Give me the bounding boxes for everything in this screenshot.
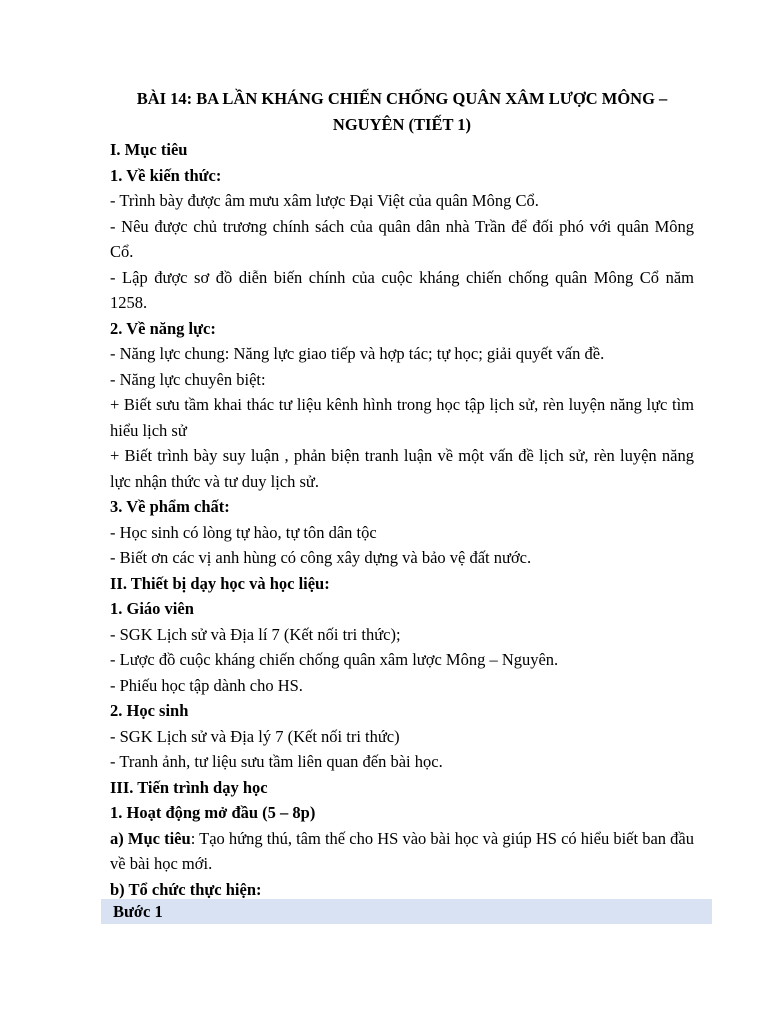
step-label: Bước 1	[113, 902, 163, 921]
step-table-header	[101, 899, 712, 924]
heading-qualities: 3. Về phẩm chất:	[110, 497, 230, 516]
section-equipment: II. Thiết bị dạy học và học liệu:	[110, 573, 330, 593]
heading-warmup: 1. Hoạt động mở đầu (5 – 8p)	[110, 803, 316, 822]
section-objectives: I. Mục tiêu	[110, 140, 188, 159]
document-body	[110, 86, 694, 902]
student-item: - SGK Lịch sử và Địa lý 7 (Kết nối tri thức)	[110, 726, 400, 746]
quality-item: - Học sinh có lòng tự hào, tự tôn dân tộc	[110, 522, 377, 542]
knowledge-item: - Nêu được chủ trương chính sách của quân dân nhà Trần để đối phó với quân Mông Cổ.	[110, 216, 694, 261]
heading-student: 2. Học sinh	[110, 701, 189, 720]
heading-knowledge: 1. Về kiến thức:	[110, 165, 222, 185]
knowledge-item: - Lập được sơ đồ diễn biến chính của cuộc kháng chiến chống quân Mông Cổ năm 1258.	[110, 267, 694, 312]
teacher-item: - Lược đồ cuộc kháng chiến chống quân xâm lược Mông – Nguyên.	[110, 650, 559, 669]
heading-organization: b) Tổ chức thực hiện:	[110, 879, 262, 899]
section-process: III. Tiến trình dạy học	[110, 777, 268, 797]
teacher-item: - Phiếu học tập dành cho HS.	[110, 675, 303, 695]
competence-item: + Biết sưu tầm khai thác tư liệu kênh hình trong học tập lịch sử, rèn luyện năng lực tìm hiểu lịch sử	[110, 395, 694, 440]
objective-text: : Tạo hứng thú, tâm thế cho HS vào bài học và giúp HS có hiểu biết ban đầu về bài học mới.	[110, 828, 694, 873]
heading-teacher: 1. Giáo viên	[110, 599, 194, 618]
heading-competence: 2. Về năng lực:	[110, 318, 216, 338]
competence-item: - Năng lực chung: Năng lực giao tiếp và hợp tác; tự học; giải quyết vấn đề.	[110, 344, 605, 363]
competence-item: + Biết trình bày suy luận , phản biện tranh luận về một vấn đề lịch sử, rèn luyện năng lực nhận thức và tư duy lịch sử.	[110, 446, 694, 491]
competence-item: - Năng lực chuyên biệt:	[110, 369, 266, 389]
quality-item: - Biết ơn các vị anh hùng có công xây dựng và bảo vệ đất nước.	[110, 548, 532, 567]
knowledge-item: - Trình bày được âm mưu xâm lược Đại Việt của quân Mông Cổ.	[110, 191, 539, 210]
teacher-item: - SGK Lịch sử và Địa lí 7 (Kết nối tri thức);	[110, 624, 401, 644]
lesson-title: BÀI 14: BA LẦN KHÁNG CHIẾN CHỐNG QUÂN XÂM LƯỢC MÔNG – NGUYÊN (TIẾT 1)	[136, 89, 668, 134]
objective-label: a) Mục tiêu	[110, 828, 191, 848]
objective-paragraph	[110, 826, 694, 877]
student-item: - Tranh ảnh, tư liệu sưu tầm liên quan đến bài học.	[110, 752, 443, 771]
